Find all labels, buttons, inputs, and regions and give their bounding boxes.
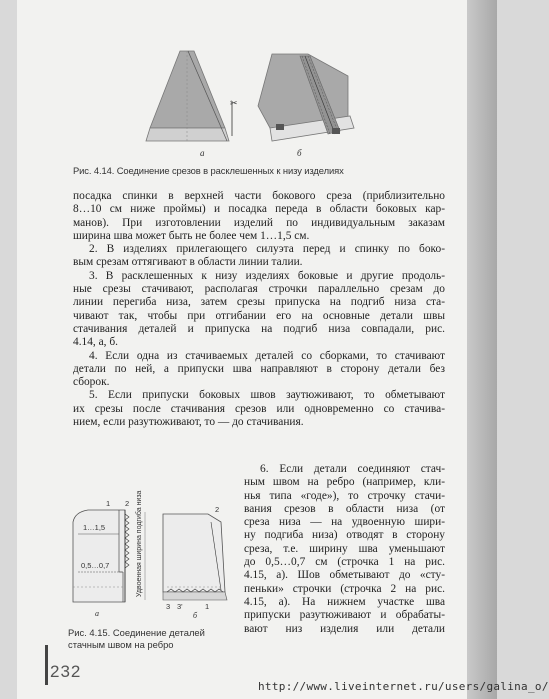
main-text (73, 190, 445, 429)
text-line: припуски разутюживают и обрабаты- (244, 609, 445, 622)
figure-4-15-caption (68, 627, 205, 652)
skirt-panel-b (258, 54, 354, 141)
fig2-b-num-1: 1 (205, 602, 210, 611)
text-line: посадка спинки в верхней части бокового среза (приблизительно (73, 190, 445, 202)
figure-4-14 (130, 46, 375, 164)
text-line: среза, т.е. ширину шва уменьшают (244, 542, 445, 555)
page-number: 232 (50, 662, 82, 681)
figure-4-15 (63, 492, 238, 626)
text-line: 4.15, а). Шов обметывают до «сту- (244, 569, 445, 582)
text-line: ну подгиба низа) отводят в сторону (244, 529, 445, 542)
text-line: манов). При изготовлении изделий по индивидуальным заказам (73, 216, 445, 229)
text-line: до 0,5…0,7 см (строчка 1 на рис. (244, 556, 445, 569)
item-6-text (244, 463, 445, 636)
text-line: вают низ изделия или детали (244, 622, 445, 635)
text-line: линии перегиба низа, затем срезы припуска на подгиб низа ста- (73, 296, 445, 309)
text-line: 4.15, а). На нижнем участке шва (244, 595, 445, 608)
text-line: среза низа — на удвоенную шири- (244, 516, 445, 529)
figure-4-14-caption: Рис. 4.14. Соединение срезов в расклешенных к низу изделиях (73, 165, 344, 176)
text-line: 5. Если припуски боковых швов заутюживают, то обметывают (89, 389, 445, 402)
text-line: 8…10 см ниже проймы) и посадка переда в области боковых кар- (73, 203, 445, 216)
fig2-dim-1: 1…1,5 (83, 523, 106, 532)
fig2-label-a: а (95, 609, 99, 618)
fig2-num-2: 2 (125, 499, 130, 508)
page-edge-shadow (467, 0, 497, 699)
caption-line-2: стачным швом на ребро (68, 639, 174, 651)
fig2-vertical-label: Удвоенная ширина подгиба низа (136, 490, 143, 597)
text-line: чивают так, чтобы при отгибании его на основные детали швы (73, 309, 445, 322)
fig2-label-b: б (193, 611, 198, 620)
page-number-bar (45, 645, 48, 685)
text-line: 2. В изделиях прилегающего силуэта перед и спинку по боко- (89, 243, 445, 256)
skirt-panel-a (146, 51, 238, 141)
text-line: 4.14, а, б. (73, 336, 119, 349)
text-line: их срезы после стачивания срезов или одновременно со стачива- (73, 402, 445, 415)
fig2-dim-2: 0,5…0,7 (81, 561, 110, 570)
fig2-num-3p: 3' (177, 602, 183, 611)
text-line: 4. Если одна из стачиваемых деталей со сборками, то стачивают (89, 349, 445, 362)
fig2-num-1: 1 (106, 499, 111, 508)
text-line: пеньки» строчки (строчка 2 на рис. (244, 582, 445, 595)
text-line: нием, если разутюживают, то — до стачивания. (73, 416, 304, 429)
text-line: стачивания деталей и припуска на подгиб низа совпадали, рис. (73, 322, 445, 335)
text-line: 6. Если детали соединяют стач- (260, 463, 445, 475)
text-line: сборок. (73, 376, 110, 389)
caption-line-1: Рис. 4.15. Соединение деталей (68, 627, 205, 638)
text-line: ные срезы стачивают, располагая строчки параллельно срезам до (73, 283, 445, 296)
text-line: детали по ней, а припуски шва направляют в сторону детали без (73, 362, 445, 375)
text-line: ным швом на ребро (например, кли- (244, 476, 445, 489)
text-line: ширина шва может быть не более чем 1…1,5 см. (73, 229, 310, 242)
svg-text:✂: ✂ (230, 99, 238, 109)
panel-b (163, 514, 227, 600)
watermark-url: http://www.liveinternet.ru/users/galina_o/ (258, 680, 549, 693)
text-line: вым срезам оттягивают в области линии талии. (73, 256, 303, 269)
fig1-label-b: б (297, 148, 302, 158)
text-line: вания срезов в области низа (от (244, 502, 445, 515)
text-line: 3. В расклешенных к низу изделиях боковые и другие продоль- (89, 269, 445, 282)
text-line: нья типа «годе»), то строчку стачи- (244, 489, 445, 502)
fig2-num-3: 3 (166, 602, 171, 611)
fig1-label-a: а (200, 148, 205, 158)
fig2-b-num-2: 2 (215, 505, 220, 514)
